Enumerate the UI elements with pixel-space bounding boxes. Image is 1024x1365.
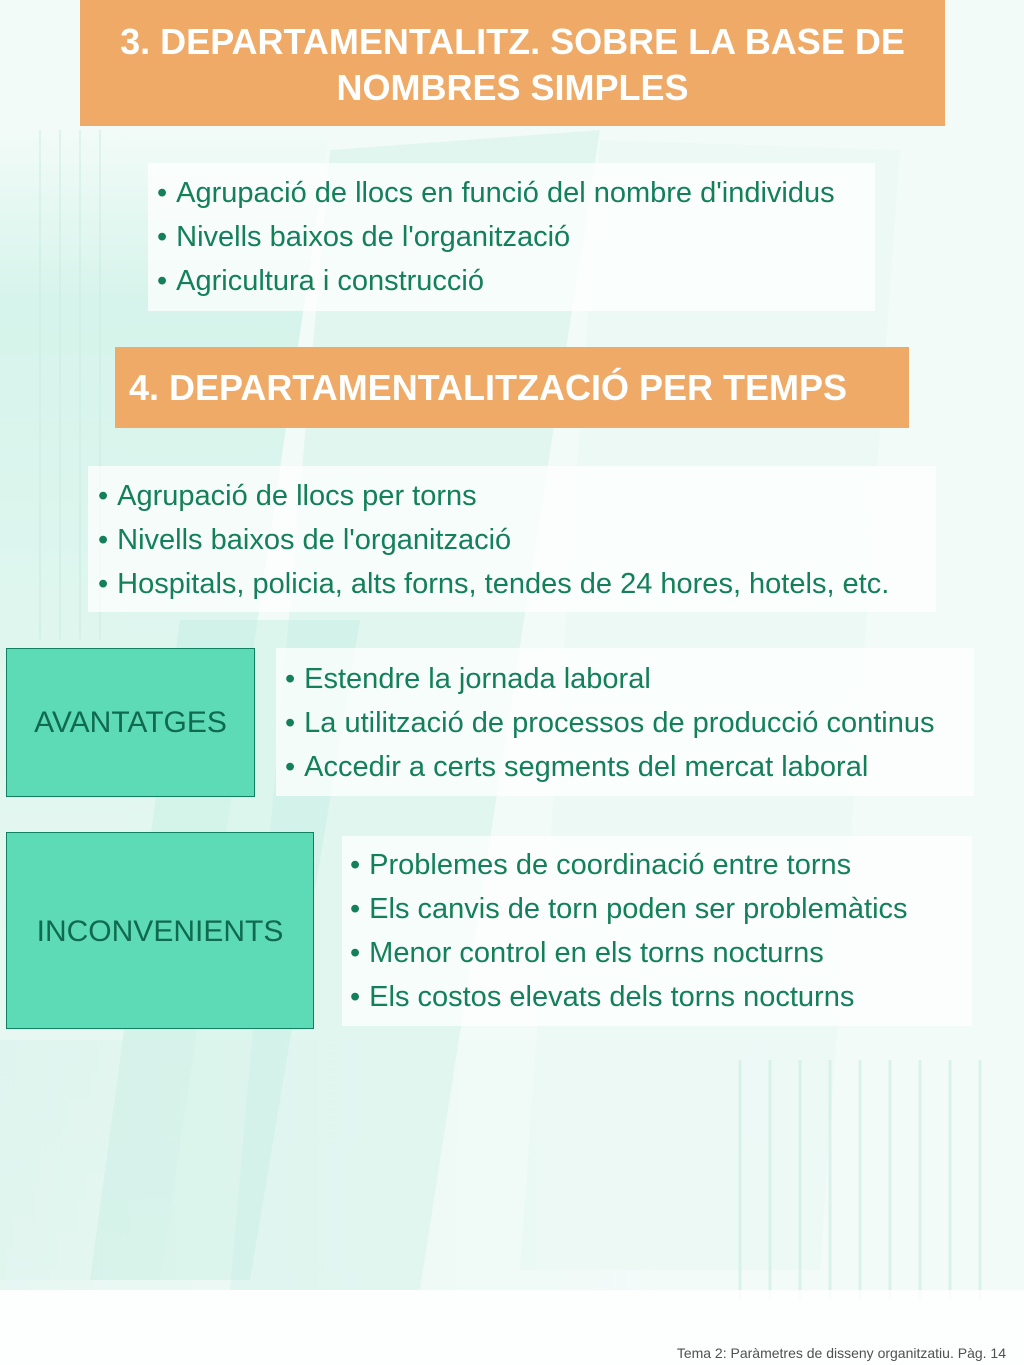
section-3-bullet-list: [148, 163, 875, 311]
list-item: • Problemes de coordinació entre torns: [350, 843, 972, 887]
disadvantages-label: [6, 832, 314, 1029]
disadvantages-bullet-list: [342, 836, 972, 1026]
list-item: • La utilització de processos de producció continus: [285, 701, 974, 745]
list-item: • Agricultura i construcció: [157, 259, 875, 303]
list-item: • Accedir a certs segments del mercat laboral: [285, 745, 974, 789]
advantages-label-text: AVANTATGES: [34, 705, 227, 739]
list-item: • Estendre la jornada laboral: [285, 657, 974, 701]
section-4-bullet-list: [88, 466, 936, 612]
page-footer: Tema 2: Paràmetres de disseny organitzatiu. Pàg. 14: [676, 1345, 1006, 1361]
list-item: • Els canvis de torn poden ser problemàtics: [350, 887, 972, 931]
section-3-title-line-1: 3. DEPARTAMENTALITZ. SOBRE LA BASE DE: [120, 21, 905, 62]
section-3-title-line-2: NOMBRES SIMPLES: [336, 67, 689, 108]
advantages-bullet-list: [276, 648, 974, 796]
list-item: • Agrupació de llocs per torns: [98, 474, 936, 518]
section-4-title: 4. DEPARTAMENTALITZACIÓ PER TEMPS: [115, 347, 909, 428]
section-3-title: [80, 0, 945, 126]
list-item: • Agrupació de llocs en funció del nombre d'individus: [157, 171, 875, 215]
list-item: • Els costos elevats dels torns nocturns: [350, 975, 972, 1019]
list-item: • Nivells baixos de l'organització: [98, 518, 936, 562]
list-item: • Hospitals, policia, alts forns, tendes de 24 hores, hotels, etc.: [98, 562, 936, 606]
list-item: • Menor control en els torns nocturns: [350, 931, 972, 975]
advantages-label: [6, 648, 255, 797]
list-item: • Nivells baixos de l'organització: [157, 215, 875, 259]
disadvantages-label-text: INCONVENIENTS: [36, 914, 284, 948]
